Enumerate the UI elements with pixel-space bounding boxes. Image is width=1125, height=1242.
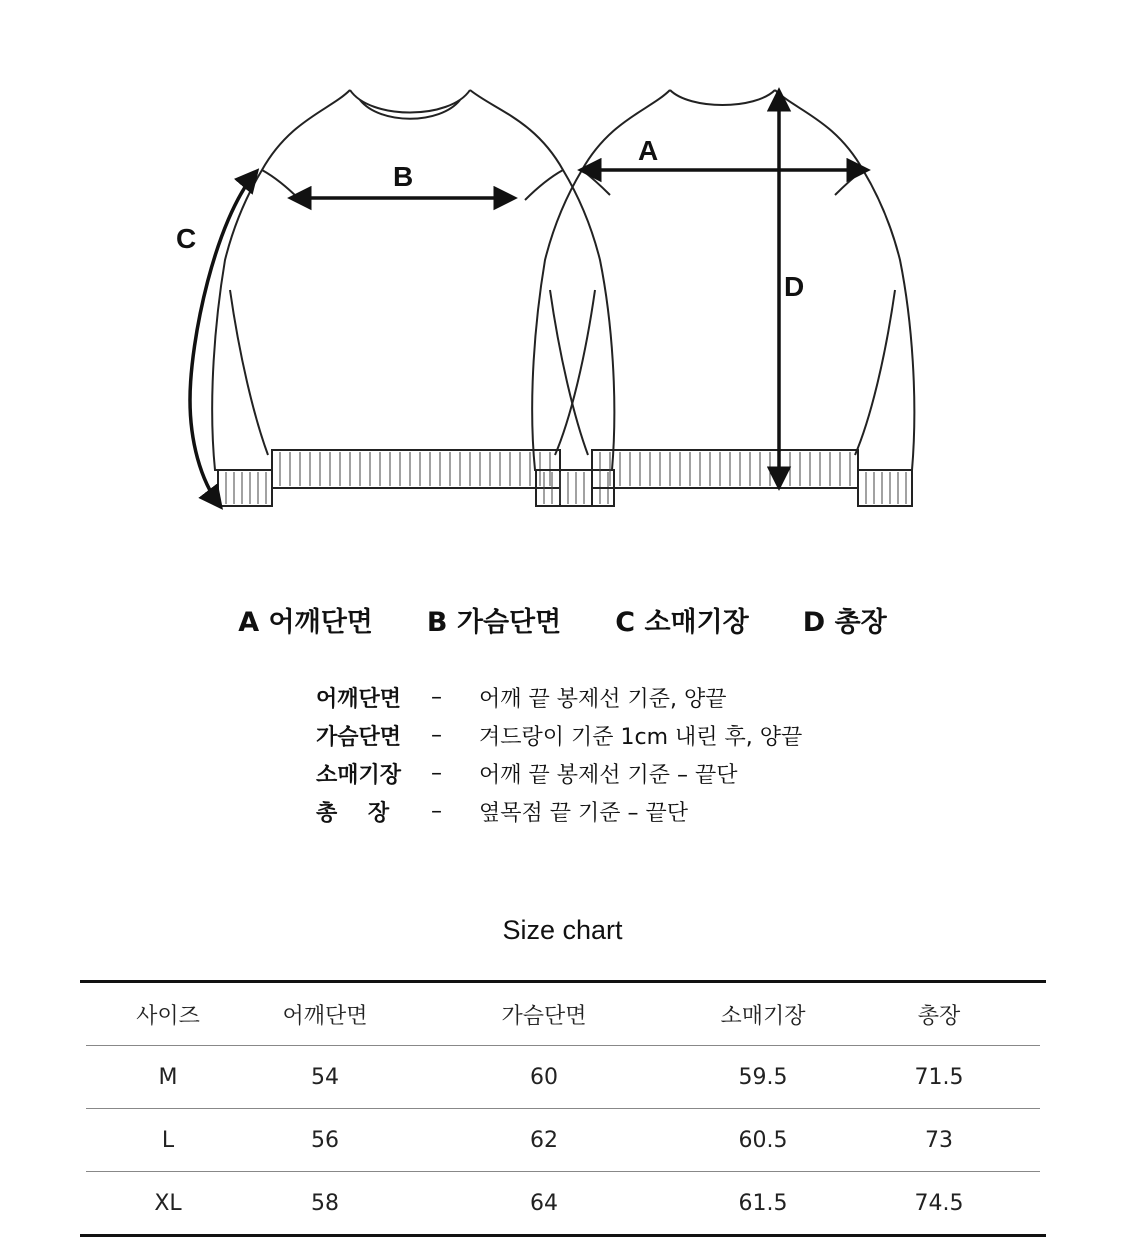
value-cell: 56 <box>311 1127 339 1153</box>
definition-dash: – <box>431 798 442 824</box>
legend-letter: C <box>615 607 636 638</box>
legend-letter: D <box>802 607 826 638</box>
definition-dash: – <box>431 722 442 748</box>
legend-name: 소매기장 <box>644 607 749 638</box>
table-header-row <box>80 983 1046 1045</box>
label-d: D <box>784 271 805 302</box>
header-cell: 사이즈 <box>136 1003 200 1029</box>
back-view <box>532 90 914 506</box>
label-c: C <box>176 223 197 254</box>
definition-row <box>316 754 916 792</box>
definition-desc: 겨드랑이 기준 1cm 내린 후, 양끝 <box>479 724 803 750</box>
definition-desc: 옆목점 끝 기준 – 끝단 <box>479 800 688 826</box>
size-cell: M <box>158 1064 178 1090</box>
header-cell: 가슴단면 <box>501 1003 587 1029</box>
header-cell: 총장 <box>917 1003 961 1029</box>
value-cell: 74.5 <box>914 1190 964 1216</box>
legend-letter: B <box>426 607 448 638</box>
definition-term: 어깨단면 <box>316 686 402 712</box>
garment-diagram <box>0 0 1125 560</box>
value-cell: 58 <box>311 1190 339 1216</box>
definition-desc: 어깨 끝 봉제선 기준, 양끝 <box>479 686 727 712</box>
value-cell: 64 <box>530 1190 558 1216</box>
definition-term: 가슴단면 <box>316 724 402 750</box>
size-cell: XL <box>154 1190 182 1216</box>
table-row <box>80 1046 1046 1108</box>
legend-name: 가슴단면 <box>456 607 562 638</box>
measurement-legend <box>0 600 1125 639</box>
legend-name: 총장 <box>834 607 887 638</box>
size-table <box>80 980 1046 1237</box>
definition-desc: 어깨 끝 봉제선 기준 – 끝단 <box>479 762 738 788</box>
definition-row <box>316 716 916 754</box>
arrow-c <box>190 172 256 506</box>
definition-dash: – <box>431 684 442 710</box>
legend-item-c <box>615 600 749 639</box>
value-cell: 73 <box>925 1127 953 1153</box>
table-row <box>80 1172 1046 1234</box>
value-cell: 61.5 <box>738 1190 788 1216</box>
measurement-definitions <box>316 678 916 830</box>
legend-letter: A <box>238 607 260 638</box>
measure-arrows <box>190 92 866 506</box>
value-cell: 62 <box>530 1127 558 1153</box>
legend-item-a <box>238 600 373 639</box>
value-cell: 71.5 <box>914 1064 964 1090</box>
definition-term: 소매기장 <box>316 762 402 788</box>
front-rib-lines <box>226 452 608 504</box>
header-cell: 소매기장 <box>720 1003 806 1029</box>
size-cell: L <box>161 1127 175 1153</box>
table-bottom-rule <box>80 1234 1046 1237</box>
value-cell: 60.5 <box>738 1127 788 1153</box>
legend-name: 어깨단면 <box>268 607 373 638</box>
value-cell: 54 <box>311 1064 339 1090</box>
back-rib-lines <box>544 452 906 504</box>
sweatshirt-illustration <box>0 0 1125 560</box>
value-cell: 60 <box>530 1064 558 1090</box>
label-a: A <box>638 135 659 166</box>
value-cell: 59.5 <box>738 1064 788 1090</box>
definition-row <box>316 792 916 830</box>
legend-item-d <box>803 600 887 639</box>
definition-term: 총 장 <box>316 800 390 826</box>
legend-item-b <box>427 600 561 639</box>
front-view <box>212 90 614 506</box>
size-chart-title: Size chart <box>502 915 623 945</box>
header-cell: 어깨단면 <box>282 1003 368 1029</box>
definition-dash: – <box>431 760 442 786</box>
label-b: B <box>393 161 414 192</box>
table-row <box>80 1109 1046 1171</box>
definition-row <box>316 678 916 716</box>
